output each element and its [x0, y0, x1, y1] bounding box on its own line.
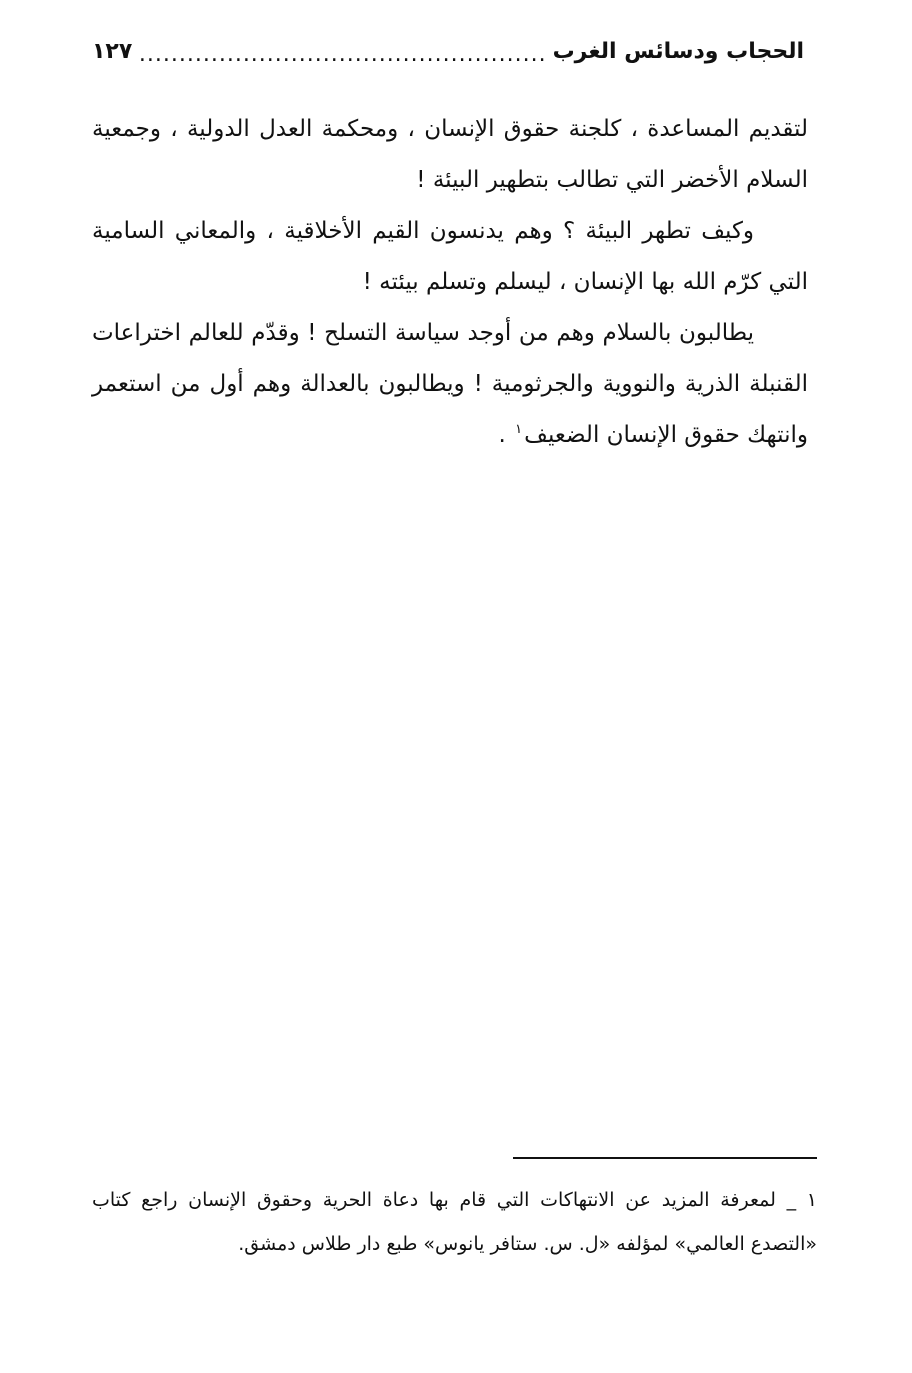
page-number: ١٢٧: [92, 39, 133, 64]
footnote-separator: [513, 1157, 817, 1159]
paragraph-1: لتقديم المساعدة ، كلجنة حقوق الإنسان ، ومحكمة العدل الدولية ، وجمعية السلام الأخضر التي تطالب بتطهير البيئة !: [92, 116, 808, 193]
footnote-reference[interactable]: ١: [515, 422, 523, 438]
main-text: [92, 104, 808, 461]
header-title: الحجاب ودسائس الغرب: [552, 39, 804, 64]
paragraph-2: وكيف تطهر البيئة ؟ وهم يدنسون القيم الأخلاقية ، والمعاني السامية التي كرّم الله بها الإنسان ، ليسلم وتسلم بيئته !: [92, 218, 808, 295]
paragraph-3-closing: .: [498, 422, 514, 448]
footnote-text: ١ _ لمعرفة المزيد عن الانتهاكات التي قام بها دعاة الحرية وحقوق الإنسان راجع كتاب «التصدع العالمي» لمؤلفه «ل. س. ستافر يانوس» طبع دار طلاس دمشق.: [92, 1189, 817, 1255]
header-leader-dots: [138, 38, 546, 72]
paragraph-3-text: يطالبون بالسلام وهم من أوجد سياسة التسلح ! وقدّم للعالم اختراعات القنبلة الذرية والنووية والجرثومية ! ويطالبون بالعدالة وهم أول من استعمر وانتهك حقوق الإنسان الضعيف: [92, 320, 808, 448]
running-header: [92, 32, 804, 72]
footnote: [92, 1178, 817, 1266]
paragraph-3: [92, 308, 808, 461]
